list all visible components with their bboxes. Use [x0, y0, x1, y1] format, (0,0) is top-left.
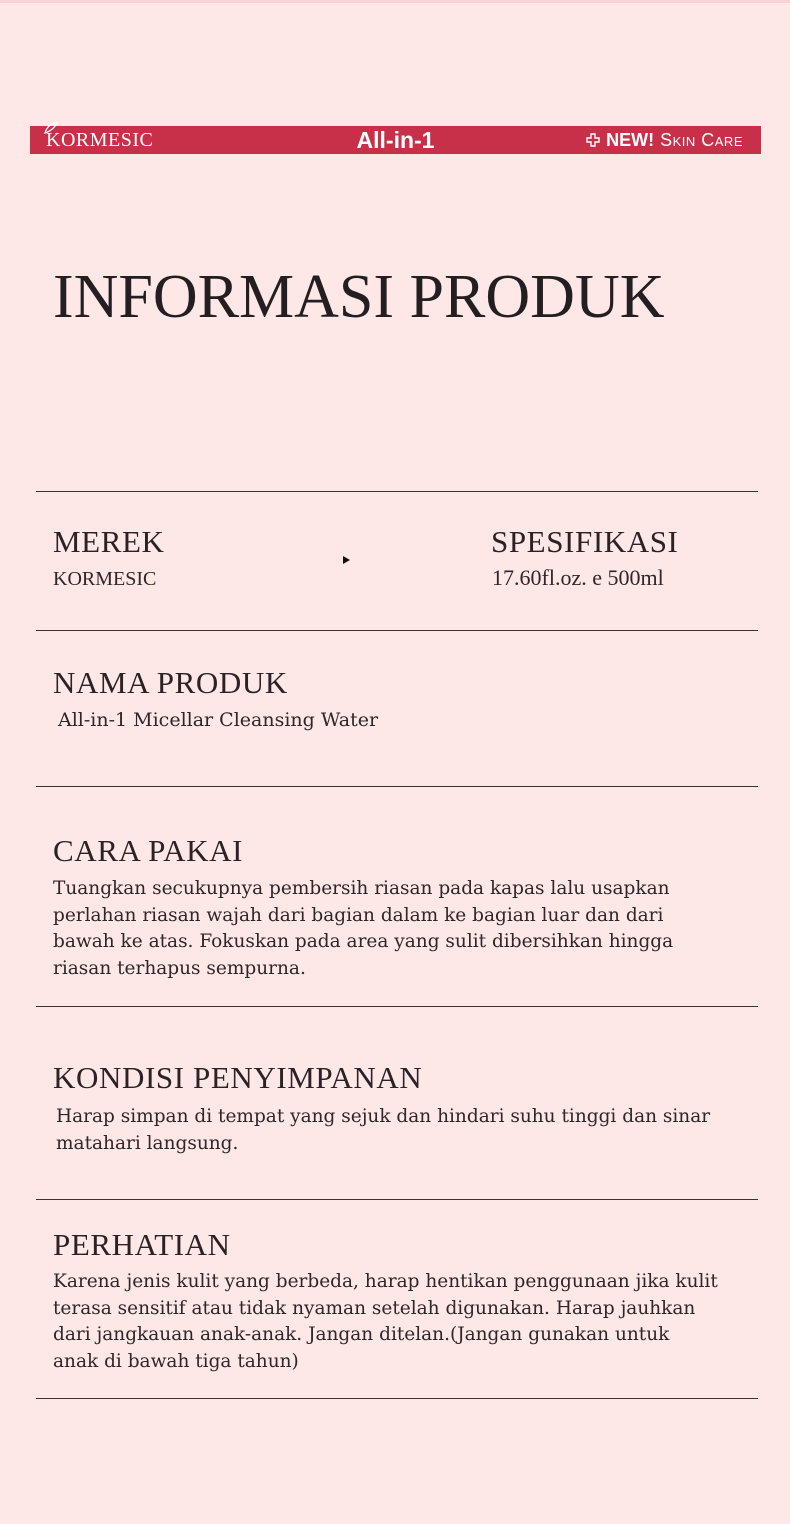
storage-line: Harap simpan di tempat yang sejuk dan hindari suhu tinggi dan sinar [56, 1106, 711, 1127]
storage-line: matahari langsung. [56, 1132, 239, 1154]
divider [36, 1398, 758, 1399]
page-title: INFORMASI PRODUK [53, 263, 665, 331]
arrow-right-icon [343, 556, 350, 564]
brand-banner [30, 126, 761, 154]
storage-text [56, 1104, 746, 1157]
usage-line: perlahan riasan wajah dari bagian dalam ke bagian luar dan dari [53, 904, 664, 926]
divider [36, 1006, 758, 1007]
spec-value: 17.60fl.oz. e 500ml [492, 565, 664, 590]
product-name-value: All-in-1 Micellar Cleansing Water [58, 709, 379, 731]
usage-line: Tuangkan secukupnya pembersih riasan pada kapas lalu usapkan [53, 878, 670, 899]
new-label: NEW! [606, 130, 655, 150]
spec-label: SPESIFIKASI [491, 524, 679, 559]
divider [36, 786, 758, 787]
caution-line: anak di bawah tiga tahun) [53, 1350, 299, 1372]
top-edge-line [0, 0, 790, 3]
storage-label: KONDISI PENYIMPANAN [53, 1060, 423, 1095]
product-name-label: NAMA PRODUK [53, 665, 288, 700]
usage-line: riasan terhapus sempurna. [53, 957, 306, 979]
divider [36, 630, 758, 631]
brand-logo: KORMESIC [46, 129, 154, 151]
category-label: Skin Care [660, 130, 743, 150]
caution-line: terasa sensitif atau tidak nyaman setelah digunakan. Harap jauhkan [53, 1297, 696, 1319]
usage-line: bawah ke atas. Fokuskan pada area yang sulit dibersihkan hingga [53, 931, 674, 952]
divider [36, 491, 758, 492]
usage-label: CARA PAKAI [53, 833, 244, 868]
usage-text [53, 876, 743, 982]
divider [36, 1199, 758, 1200]
plus-cross-icon [586, 133, 600, 147]
caution-text [53, 1269, 743, 1375]
new-skin-care-tag [586, 130, 743, 150]
caution-label: PERHATIAN [53, 1227, 231, 1262]
caution-line: Karena jenis kulit yang berbeda, harap hentikan penggunaan jika kulit [53, 1271, 718, 1292]
caution-line: dari jangkauan anak-anak. Jangan ditelan.(Jangan gunakan untuk [53, 1324, 670, 1345]
product-line-label: All-in-1 [356, 127, 435, 153]
brand-value: KORMESIC [53, 568, 157, 590]
brand-label: MEREK [53, 524, 165, 559]
